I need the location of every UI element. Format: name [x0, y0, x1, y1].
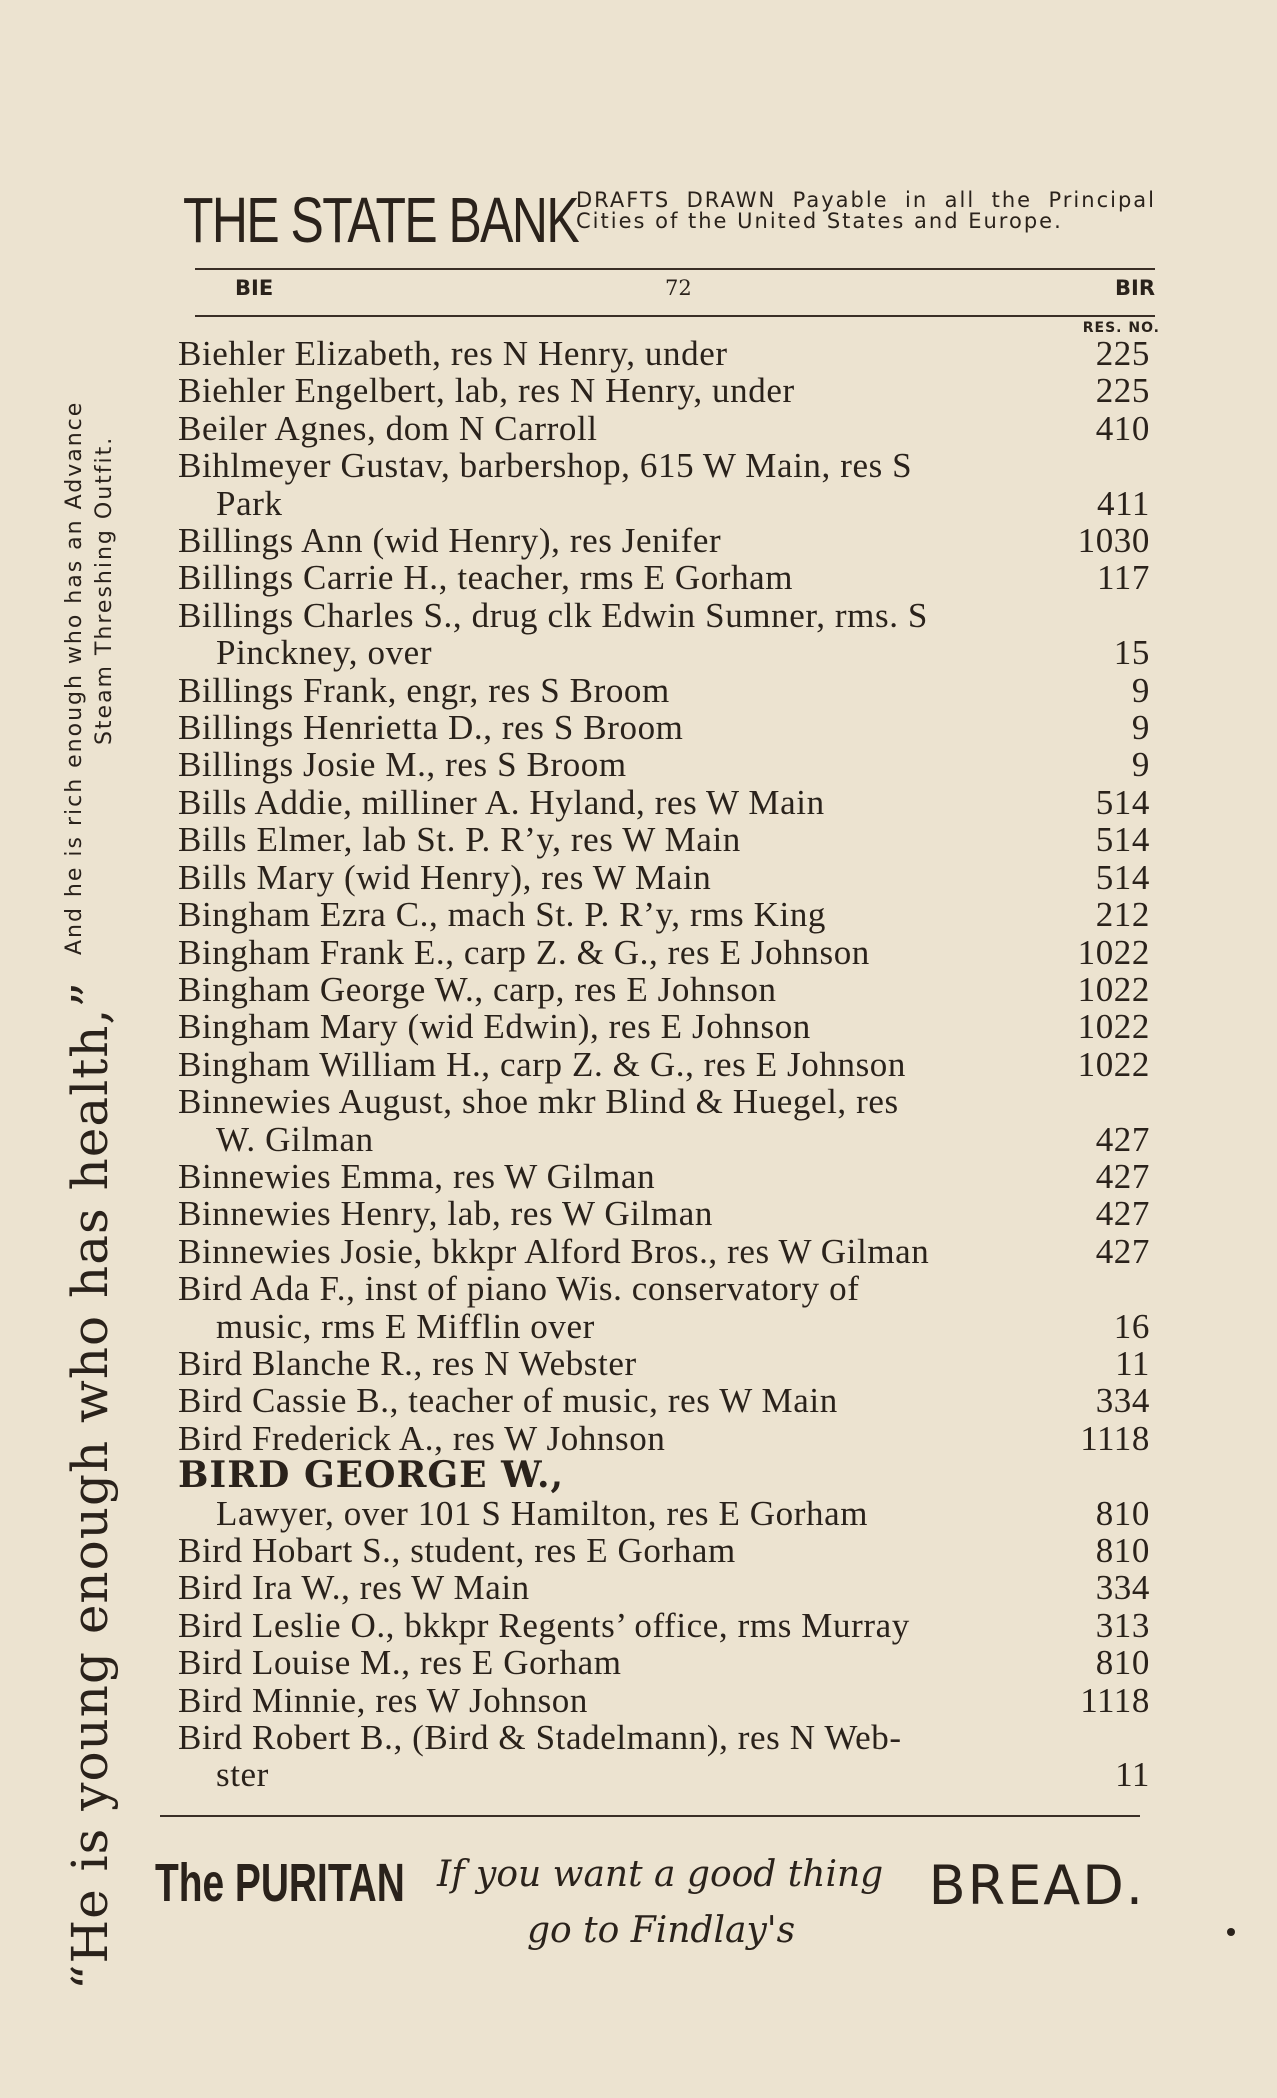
entry-text: Bihlmeyer Gustav, barbershop, 615 W Main, res S — [178, 446, 913, 486]
ink-dot — [1227, 1928, 1235, 1936]
margin-ad-line1: And he is rich enough who has an Advance — [62, 400, 87, 956]
residence-number: 1118 — [1080, 1680, 1150, 1720]
residence-number: 11 — [1115, 1343, 1150, 1383]
residence-number: 225 — [1095, 371, 1150, 411]
residence-number: 1022 — [1077, 1044, 1150, 1084]
entry-text: Bird Blanche R., res N Webster — [178, 1343, 637, 1383]
residence-number: 117 — [1096, 558, 1150, 598]
header-rule-top — [195, 268, 1155, 270]
script-slogan — [417, 1838, 884, 1958]
residence-number: 427 — [1095, 1194, 1150, 1234]
directory-entry — [160, 1569, 1160, 1606]
residence-number: 427 — [1095, 1156, 1150, 1196]
residence-number: 410 — [1095, 408, 1150, 448]
residence-number: 427 — [1095, 1231, 1150, 1271]
directory-entry — [160, 1382, 1160, 1419]
directory-entry — [160, 1454, 1160, 1497]
entry-text: Bird Hobart S., student, res E Gorham — [178, 1531, 736, 1570]
footer-advertisement — [155, 1830, 1145, 1980]
entry-text: Bird Minnie, res W Johnson — [178, 1680, 588, 1720]
entry-text: Park — [216, 483, 283, 523]
directory-entry — [160, 709, 1160, 746]
residence-number: 212 — [1095, 895, 1150, 935]
directory-entry — [160, 672, 1160, 709]
residence-number: 810 — [1095, 1643, 1150, 1683]
residence-number: 1030 — [1077, 521, 1150, 561]
residence-number: 514 — [1095, 857, 1150, 897]
guide-right: BIR — [1115, 276, 1155, 300]
entry-text: Beiler Agnes, dom N Carroll — [178, 408, 598, 448]
directory-entry — [160, 1345, 1160, 1382]
directory-entry — [160, 1083, 1160, 1158]
directory-entry — [160, 1046, 1160, 1083]
residence-number: 1022 — [1077, 1007, 1150, 1047]
bank-advertisement — [183, 184, 1156, 265]
residence-number: 411 — [1096, 483, 1150, 523]
residence-number: 1118 — [1080, 1418, 1150, 1458]
directory-entry — [160, 746, 1160, 783]
directory-entry — [160, 1008, 1160, 1045]
entry-text: Pinckney, over — [216, 633, 433, 673]
directory-entry — [160, 447, 1160, 522]
script-line2: go to Findlay's — [527, 1910, 796, 1951]
entry-text: Bingham Ezra C., mach St. P. R’y, rms King — [178, 895, 827, 935]
guide-left: BIE — [235, 276, 274, 300]
entry-text: Billings Henrietta D., res S Broom — [178, 708, 684, 748]
entry-text: Biehler Elizabeth, res N Henry, under — [178, 334, 728, 373]
margin-advertisement — [60, 190, 120, 1990]
residence-number: 1022 — [1077, 969, 1150, 1009]
column-header-res-no: RES. NO. — [1082, 320, 1160, 336]
margin-ad-stack — [60, 401, 120, 955]
residence-number: 9 — [1131, 708, 1150, 748]
entry-text: W. Gilman — [216, 1119, 374, 1159]
entry-text: BIRD GEORGE W., — [178, 1454, 565, 1497]
directory-entry — [160, 896, 1160, 933]
directory-entry — [160, 1270, 1160, 1345]
entry-text: Billings Josie M., res S Broom — [178, 745, 627, 785]
directory-entry — [160, 1719, 1160, 1794]
margin-ad-main: “He is young enough who has health,” — [61, 981, 119, 1990]
entry-text: Bills Mary (wid Henry), res W Main — [178, 857, 712, 897]
entry-text: Bingham William H., carp Z. & G., res E Johnson — [178, 1044, 906, 1084]
directory-entry — [160, 1607, 1160, 1644]
residence-number: 334 — [1095, 1381, 1150, 1421]
entry-text: Bird Robert B., (Bird & Stadelmann), res N Web- — [178, 1718, 902, 1758]
entry-text: Binnewies August, shoe mkr Blind & Huegel, res — [178, 1082, 899, 1122]
entry-text: Bills Addie, milliner A. Hyland, res W Main — [178, 782, 825, 822]
entry-text: Bird Ira W., res W Main — [178, 1568, 530, 1608]
directory-entry — [160, 522, 1160, 559]
puritan-label: The PURITAN — [155, 1853, 405, 1913]
directory-entry — [160, 335, 1160, 372]
header-rule-bottom — [195, 315, 1155, 317]
bank-info: DRAFTS DRAWN Payable in all the Principal Cities of the United States and Europe. — [576, 188, 1156, 233]
entry-text: Bingham Frank E., carp Z. & G., res E Johnson — [178, 932, 870, 972]
directory-entry — [160, 597, 1160, 672]
entry-text: ster — [216, 1755, 269, 1795]
residence-number: 427 — [1095, 1119, 1150, 1159]
guide-words — [195, 276, 1155, 306]
residence-number: 313 — [1095, 1605, 1150, 1645]
entry-text: Billings Frank, engr, res S Broom — [178, 670, 670, 710]
directory-entry — [160, 934, 1160, 971]
residence-number: 334 — [1095, 1568, 1150, 1608]
directory-entry — [160, 1532, 1160, 1569]
directory-listing — [160, 335, 1160, 1794]
residence-number: 514 — [1095, 820, 1150, 860]
entry-text: Biehler Engelbert, lab, res N Henry, under — [178, 371, 795, 411]
entry-text: Bird Cassie B., teacher of music, res W Main — [178, 1381, 838, 1421]
entry-text: Bingham Mary (wid Edwin), res E Johnson — [178, 1007, 811, 1047]
entry-text: Binnewies Josie, bkkpr Alford Bros., res W Gilman — [178, 1231, 930, 1271]
directory-entry — [160, 971, 1160, 1008]
directory-entry — [160, 821, 1160, 858]
directory-entry — [160, 1195, 1160, 1232]
residence-number: 514 — [1095, 782, 1150, 822]
residence-number: 15 — [1113, 633, 1150, 673]
script-line1: If you want a good thing — [437, 1854, 884, 1895]
footer-rule — [160, 1815, 1140, 1817]
directory-entry — [160, 1420, 1160, 1457]
directory-entry — [160, 372, 1160, 409]
residence-number: 225 — [1095, 334, 1150, 373]
entry-text: Bingham George W., carp, res E Johnson — [178, 969, 777, 1009]
residence-number: 810 — [1095, 1493, 1150, 1533]
entry-text: Bird Frederick A., res W Johnson — [178, 1418, 666, 1458]
directory-entry — [160, 1233, 1160, 1270]
residence-number: 1022 — [1077, 932, 1150, 972]
directory-entry — [160, 1158, 1160, 1195]
directory-entry — [160, 784, 1160, 821]
margin-ad-line2: Steam Threshing Outfit. — [92, 435, 117, 746]
entry-text: Bird Leslie O., bkkpr Regents’ office, rms Murray — [178, 1605, 910, 1645]
directory-entry — [160, 1644, 1160, 1681]
entry-text: Lawyer, over 101 S Hamilton, res E Gorham — [216, 1493, 869, 1533]
directory-entry — [160, 1495, 1160, 1532]
entry-text: Billings Carrie H., teacher, rms E Gorham — [178, 558, 794, 598]
entry-text: Bird Ada F., inst of piano Wis. conservatory of — [178, 1269, 860, 1309]
bank-name: THE STATE BANK — [183, 184, 579, 256]
directory-entry — [160, 859, 1160, 896]
entry-text: Bird Louise M., res E Gorham — [178, 1643, 622, 1683]
bread-label: BREAD. — [928, 1854, 1145, 1917]
entry-text: Binnewies Emma, res W Gilman — [178, 1156, 656, 1196]
directory-entry — [160, 559, 1160, 596]
entry-text: music, rms E Mifflin over — [216, 1306, 595, 1346]
directory-entry — [160, 410, 1160, 447]
directory-entry — [160, 1682, 1160, 1719]
entry-text: Bills Elmer, lab St. P. R’y, res W Main — [178, 820, 741, 860]
page-number: 72 — [665, 276, 692, 300]
residence-number: 810 — [1095, 1531, 1150, 1570]
entry-text: Billings Ann (wid Henry), res Jenifer — [178, 521, 722, 561]
residence-number: 9 — [1131, 745, 1150, 785]
residence-number: 16 — [1113, 1306, 1150, 1346]
residence-number: 9 — [1131, 670, 1150, 710]
entry-text: Billings Charles S., drug clk Edwin Sumner, rms. S — [178, 595, 928, 635]
entry-text: Binnewies Henry, lab, res W Gilman — [178, 1194, 713, 1234]
residence-number: 11 — [1115, 1755, 1150, 1795]
